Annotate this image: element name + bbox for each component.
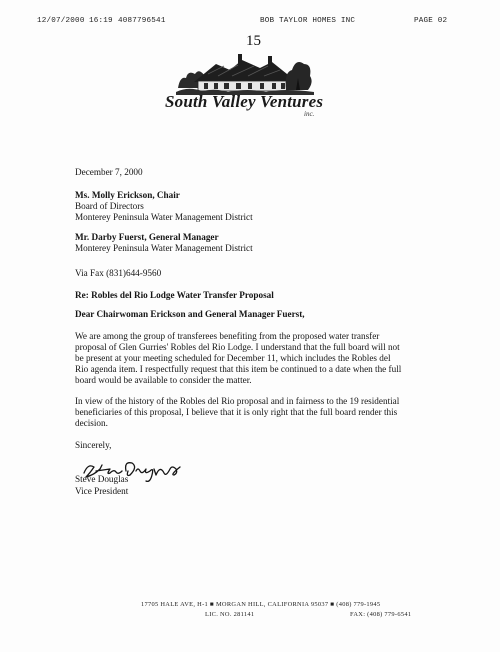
fax-sender: BOB TAYLOR HOMES INC	[260, 17, 356, 25]
fax-number: 4087796541	[118, 17, 166, 25]
company-brand-name: South Valley Ventures	[165, 92, 324, 111]
signer-title: Vice President	[75, 486, 129, 496]
body-paragraph-1	[75, 331, 435, 386]
company-suffix: inc.	[304, 110, 315, 118]
fax-page-number: PAGE 02	[414, 17, 448, 25]
footer-license: LIC. NO. 281141	[205, 611, 255, 618]
paragraph-line: beneficiaries of this proposal, I believe that it is only right that the full board render this	[75, 407, 398, 417]
closing: Sincerely,	[75, 440, 112, 450]
paragraph-line: decision.	[75, 418, 108, 428]
recipient-block-2	[75, 232, 253, 254]
recipient-2-line2: Monterey Peninsula Water Management District	[75, 243, 253, 253]
page-stamp-number: 15	[246, 33, 261, 49]
paragraph-line: We are among the group of transferees benefiting from the proposed water transfer	[75, 331, 380, 341]
recipient-1-line2: Board of Directors	[75, 201, 144, 211]
signer-name: Steve Douglas	[75, 474, 129, 484]
body-paragraph-2	[75, 396, 435, 429]
recipient-block-1	[75, 190, 253, 223]
footer-address: 17705 HALE AVE, H-1 ■ MORGAN HILL, CALIFORNIA 95037 ■ (408) 779-1945	[141, 601, 381, 608]
fax-time: 16:19	[89, 17, 113, 25]
subject-line: Re: Robles del Rio Lodge Water Transfer Proposal	[75, 290, 274, 300]
fax-date: 12/07/2000	[37, 17, 85, 25]
paragraph-line: board would be available to consider the matter.	[75, 375, 252, 385]
paragraph-line: Rio agenda item. I respectfully request that this item be continued to a date when the full	[75, 364, 402, 374]
paragraph-line: In view of the history of the Robles del Rio proposal and in fairness to the 19 residential	[75, 396, 400, 406]
footer-fax: FAX: (408) 779-6541	[350, 611, 412, 618]
fax-transmission-header	[0, 17, 500, 29]
letter-date: December 7, 2000	[75, 167, 143, 177]
via-fax-line: Via Fax (831)644-9560	[75, 268, 162, 278]
recipient-2-name: Mr. Darby Fuerst, General Manager	[75, 232, 219, 242]
recipient-1-name: Ms. Molly Erickson, Chair	[75, 190, 180, 200]
paragraph-line: be present at your meeting scheduled for December 11, which includes the Robles del	[75, 353, 391, 363]
recipient-1-line3: Monterey Peninsula Water Management District	[75, 212, 253, 222]
paragraph-line: proposal of Glen Gurries' Robles del Rio Lodge. I understand that the full board will not	[75, 342, 400, 352]
salutation: Dear Chairwoman Erickson and General Manager Fuerst,	[75, 309, 305, 319]
